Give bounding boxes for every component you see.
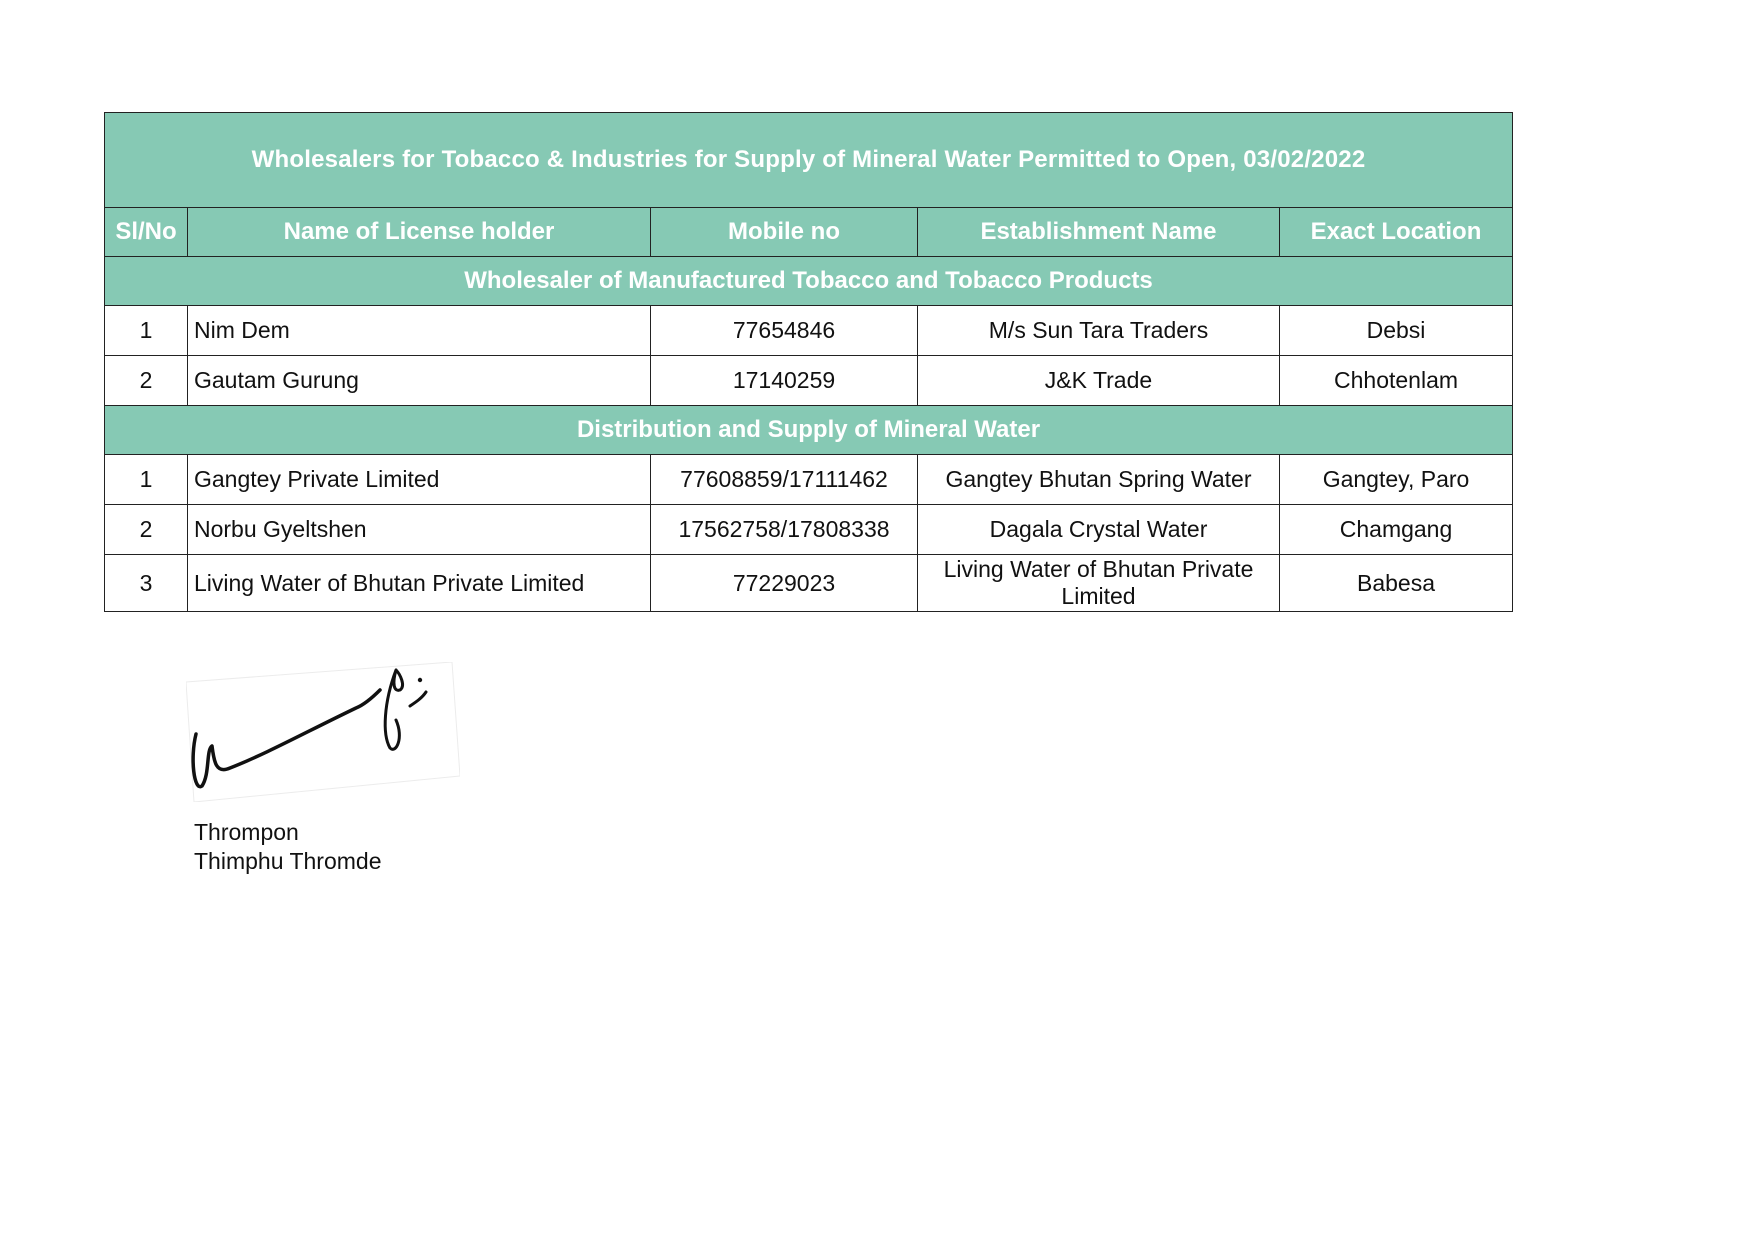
cell-location: Chhotenlam — [1280, 356, 1513, 406]
section-title: Distribution and Supply of Mineral Water — [105, 406, 1513, 455]
table-row — [105, 306, 1513, 356]
column-header-establishment: Establishment Name — [918, 208, 1280, 257]
signatory-office: Thimphu Thromde — [194, 848, 382, 874]
table-row — [105, 505, 1513, 555]
section-title: Wholesaler of Manufactured Tobacco and Tobacco Products — [105, 257, 1513, 306]
cell-license-holder: Norbu Gyeltshen — [188, 505, 651, 555]
permit-table — [104, 112, 1513, 612]
column-header-location: Exact Location — [1280, 208, 1513, 257]
cell-license-holder: Living Water of Bhutan Private Limited — [188, 555, 651, 612]
signatory-title: Thrompon — [194, 819, 299, 845]
cell-license-holder: Gautam Gurung — [188, 356, 651, 406]
title-row — [105, 113, 1513, 208]
table-row — [105, 455, 1513, 505]
cell-mobile: 17562758/17808338 — [651, 505, 918, 555]
header-row — [105, 208, 1513, 257]
cell-establishment: Gangtey Bhutan Spring Water — [918, 455, 1280, 505]
cell-location: Debsi — [1280, 306, 1513, 356]
cell-establishment: Living Water of Bhutan Private Limited — [918, 555, 1280, 612]
cell-establishment: Dagala Crystal Water — [918, 505, 1280, 555]
cell-location: Gangtey, Paro — [1280, 455, 1513, 505]
cell-mobile: 77229023 — [651, 555, 918, 612]
cell-sl-no: 3 — [105, 555, 188, 612]
table-title: Wholesalers for Tobacco & Industries for Supply of Mineral Water Permitted to Open, 03/02/2022 — [105, 113, 1513, 208]
cell-mobile: 77608859/17111462 — [651, 455, 918, 505]
signatory-block — [194, 818, 382, 876]
cell-mobile: 17140259 — [651, 356, 918, 406]
column-header-mobile: Mobile no — [651, 208, 918, 257]
cell-sl-no: 2 — [105, 505, 188, 555]
cell-establishment: J&K Trade — [918, 356, 1280, 406]
signature-image — [186, 662, 460, 802]
section-row-mineral-water — [105, 406, 1513, 455]
column-header-sl-no: Sl/No — [105, 208, 188, 257]
cell-mobile: 77654846 — [651, 306, 918, 356]
column-header-license-holder: Name of License holder — [188, 208, 651, 257]
cell-establishment: M/s Sun Tara Traders — [918, 306, 1280, 356]
table-row — [105, 555, 1513, 612]
cell-license-holder: Gangtey Private Limited — [188, 455, 651, 505]
section-row-tobacco — [105, 257, 1513, 306]
cell-location: Chamgang — [1280, 505, 1513, 555]
cell-license-holder: Nim Dem — [188, 306, 651, 356]
cell-sl-no: 1 — [105, 306, 188, 356]
cell-sl-no: 2 — [105, 356, 188, 406]
cell-sl-no: 1 — [105, 455, 188, 505]
table-row — [105, 356, 1513, 406]
cell-location: Babesa — [1280, 555, 1513, 612]
